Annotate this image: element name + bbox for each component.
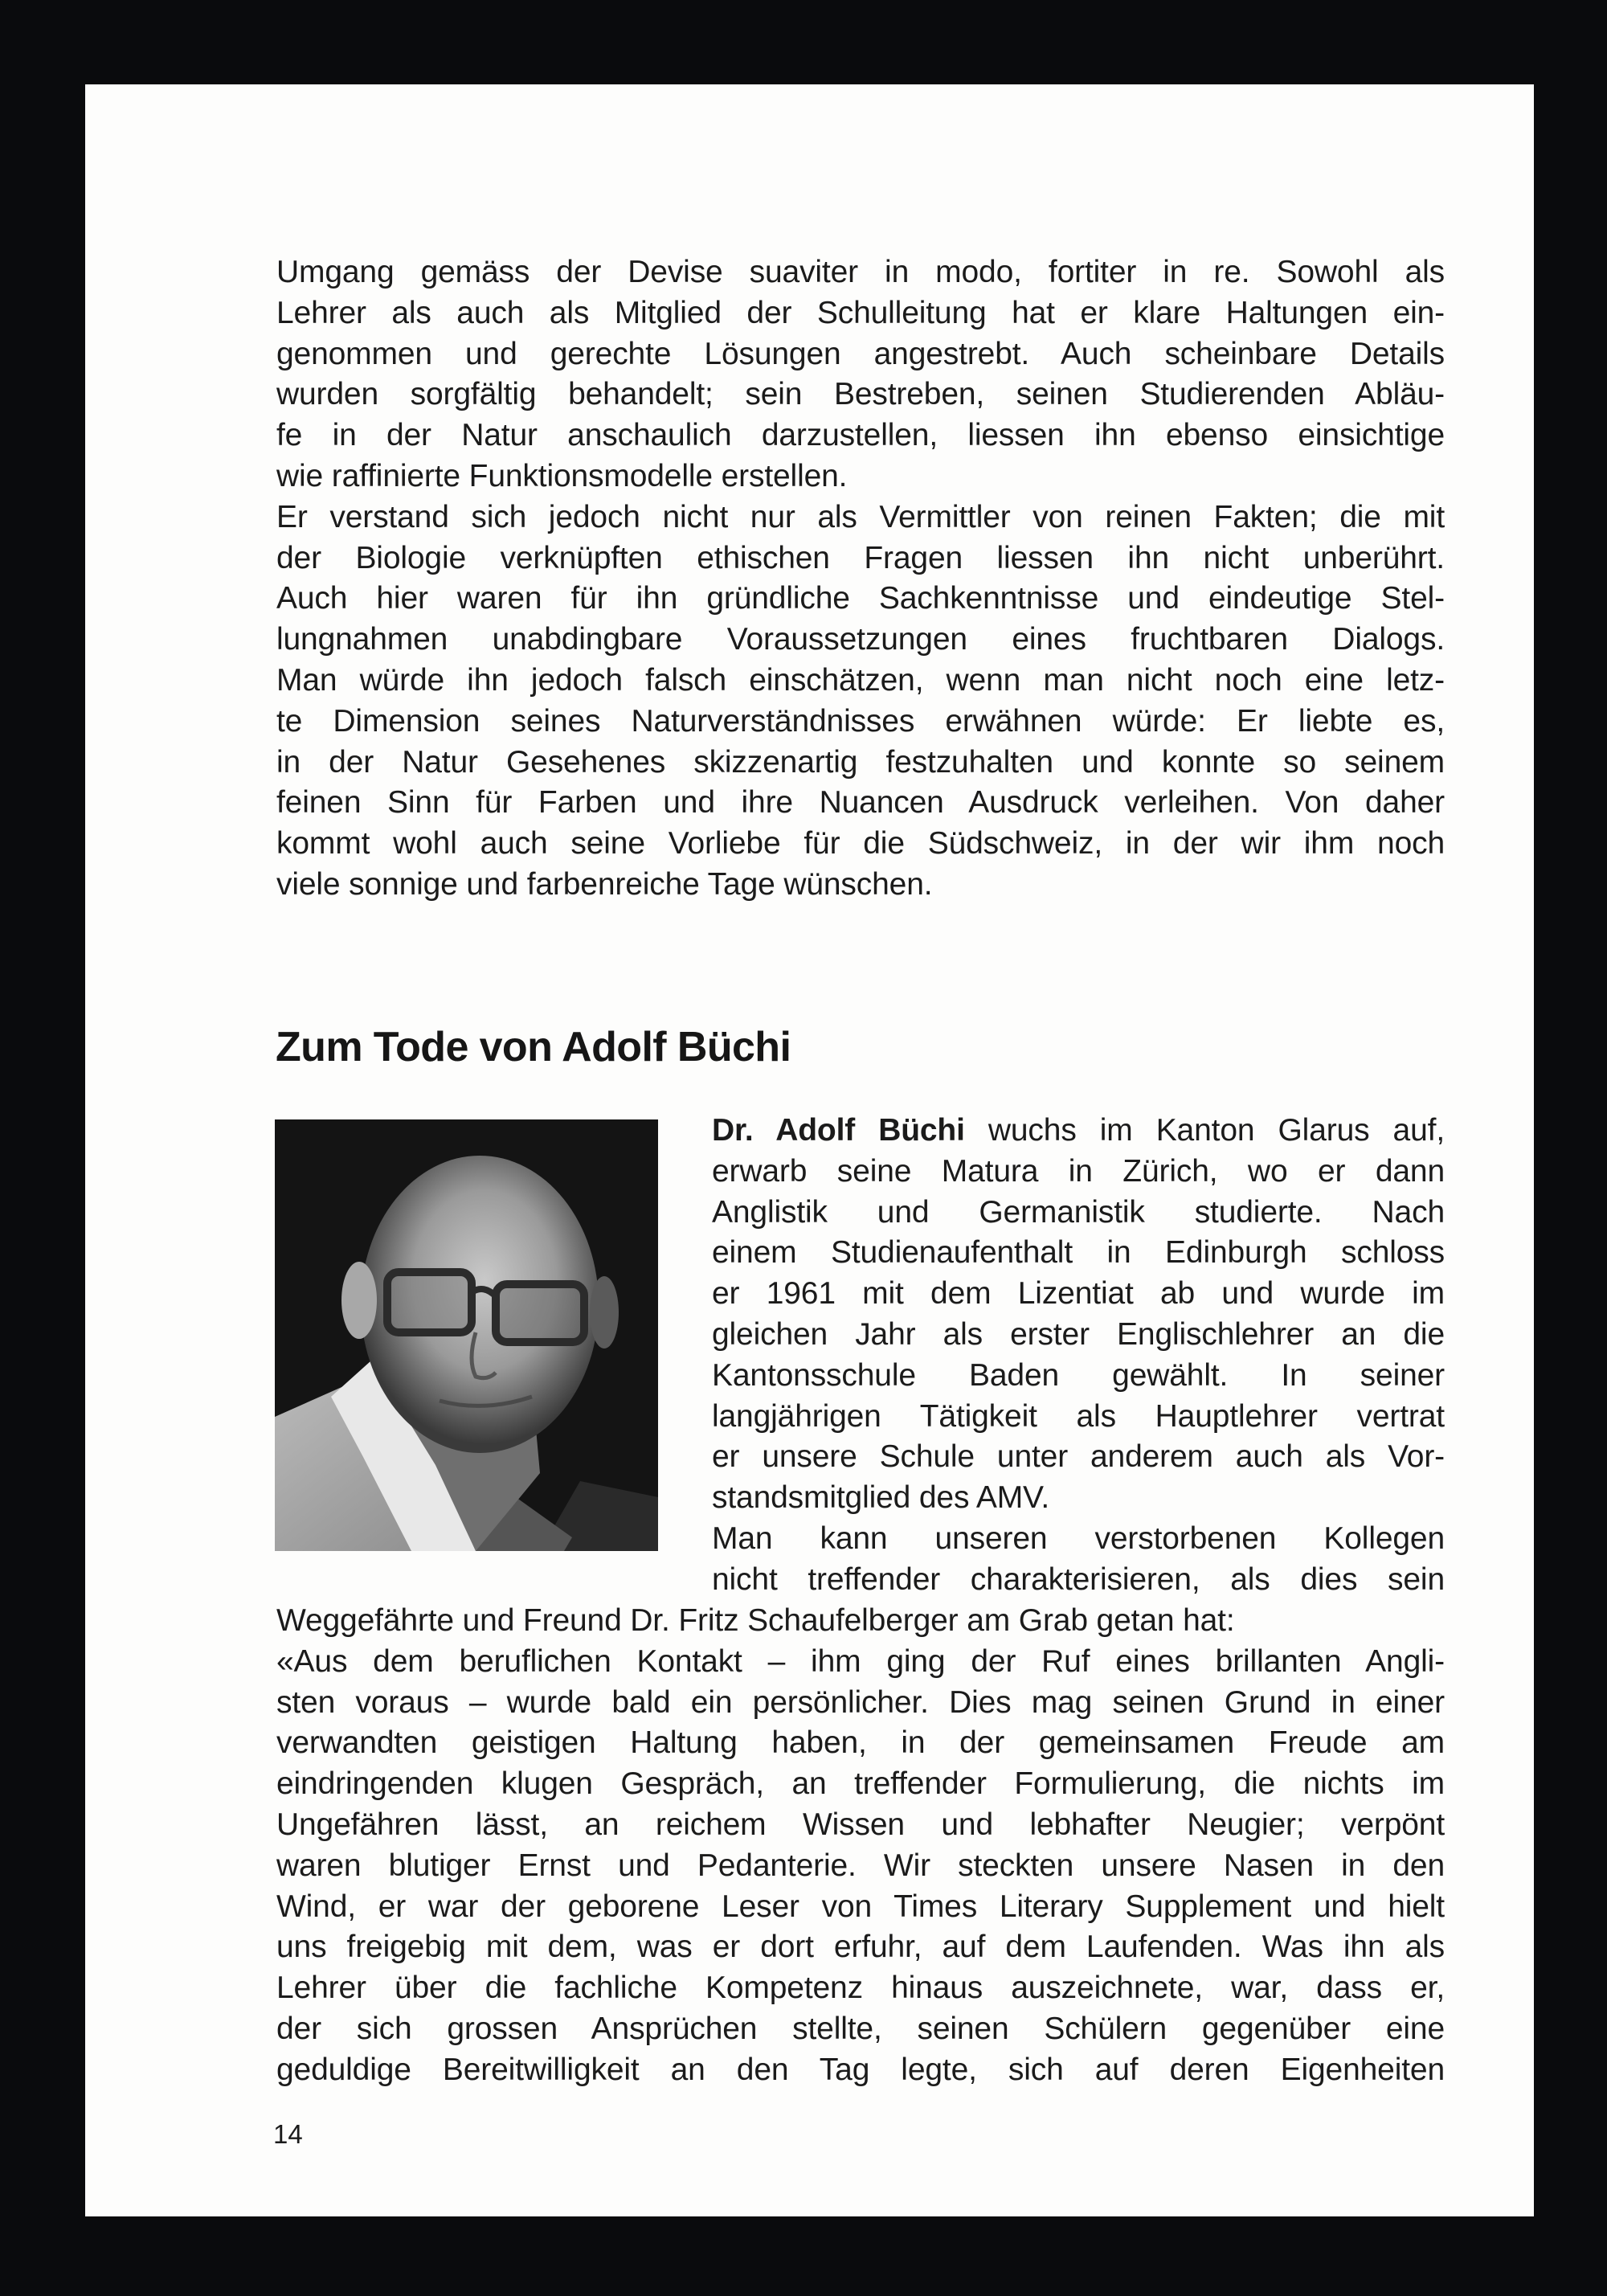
text-line: er 1961 mit dem Lizentiat ab und wurde im (712, 1276, 1445, 1312)
text-line: Lehrer über die fachliche Kompetenz hinaus auszeichnete, war, dass er, (276, 1971, 1445, 2006)
text-line: te Dimension seines Naturverständnisses erwähnen würde: Er liebte es, (276, 703, 1445, 739)
text-line: erwarb seine Matura in Zürich, wo er dann (712, 1153, 1445, 1189)
text-line: eindringenden klugen Gespräch, an treffender Formulierung, die nichts im (276, 1766, 1445, 1802)
text-line: Lehrer als auch als Mitglied der Schulleitung hat er klare Haltungen ein- (276, 295, 1445, 330)
text-line: genommen und gerechte Lösungen angestrebt. Auch scheinbare Details (276, 336, 1445, 371)
text-line: lungnahmen unabdingbare Voraussetzungen eines fruchtbaren Dialogs. (276, 622, 1445, 657)
text-line: «Aus dem beruflichen Kontakt – ihm ging der Ruf eines brillanten Angli- (276, 1643, 1445, 1679)
text-line: geduldige Bereitwilligkeit an den Tag legte, sich auf deren Eigenheiten (276, 2052, 1445, 2087)
text-line: verwandten geistigen Haltung haben, in der gemeinsamen Freude am (276, 1725, 1445, 1761)
text-line: Auch hier waren für ihn gründliche Sachkenntnisse und eindeutige Stel- (276, 581, 1445, 616)
text-line: Man würde ihn jedoch falsch einschätzen, wenn man nicht noch eine letz- (276, 662, 1445, 698)
text-line: standsmitglied des AMV. (712, 1480, 1050, 1516)
text-line: Er verstand sich jedoch nicht nur als Vermittler von reinen Fakten; die mit (276, 499, 1445, 534)
text-line: Man kann unseren verstorbenen Kollegen (712, 1520, 1445, 1556)
text-line: er unsere Schule unter anderem auch als Vor- (712, 1439, 1445, 1475)
obituary-full-width (276, 1601, 1445, 2091)
text-line: viele sonnige und farbenreiche Tage wünschen. (276, 866, 933, 902)
quote-paragraph (276, 1642, 1445, 2091)
section-heading: Zum Tode von Adolf Büchi (276, 1024, 791, 1070)
text-line: einem Studienaufenthalt in Edinburgh schloss (712, 1235, 1445, 1271)
obituary-right-column (712, 1111, 1445, 1601)
text-line: wurden sorgfältig behandelt; sein Bestreben, seinen Studierenden Abläu- (276, 377, 1445, 412)
text-line: nicht treffender charakterisieren, als dies sein (712, 1561, 1445, 1597)
page-number: 14 (273, 2119, 303, 2149)
subject-name: Dr. Adolf Büchi (712, 1113, 965, 1148)
document-page (85, 84, 1534, 2216)
text-line (712, 1111, 1445, 1152)
paragraph (712, 1111, 1445, 1519)
text-line: der Biologie verknüpften ethischen Fragen liessen ihn nicht unberührt. (276, 540, 1445, 575)
text-line: fe in der Natur anschaulich darzustellen, liessen ihn ebenso einsichtige (276, 418, 1445, 453)
text-line: Kantonsschule Baden gewählt. In seiner (712, 1357, 1445, 1393)
portrait-photo (275, 1119, 658, 1551)
text-line: wie raffinierte Funktionsmodelle erstellen. (276, 458, 848, 493)
text-run: wuchs im Kanton Glarus auf, (964, 1113, 1445, 1148)
text-line: der sich grossen Ansprüchen stellte, seinen Schülern gegenüber eine (276, 2011, 1445, 2046)
text-line: Wind, er war der geborene Leser von Times Literary Supplement und hielt (276, 1889, 1445, 1924)
text-line: waren blutiger Ernst und Pedanterie. Wir steckten unsere Nasen in den (276, 1848, 1445, 1883)
text-line: Umgang gemäss der Devise suaviter in modo, fortiter in re. Sowohl als (276, 255, 1445, 289)
text-line: uns freigebig mit dem, was er dort erfuhr, auf dem Laufenden. Was ihn als (276, 1930, 1445, 1965)
text-line: in der Natur Gesehenes skizzenartig festzuhalten und konnte so seinem (276, 744, 1445, 780)
text-line: Anglistik und Germanistik studierte. Nach (712, 1194, 1445, 1230)
text-line: Weggefährte und Freund Dr. Fritz Schaufelberger am Grab getan hat: (276, 1603, 1235, 1638)
article-continuation (276, 252, 1445, 906)
portrait-image-icon (275, 1119, 658, 1551)
text-line: feinen Sinn für Farben und ihre Nuancen Ausdruck verleihen. Von daher (276, 785, 1445, 821)
text-line: langjährigen Tätigkeit als Hauptlehrer vertrat (712, 1398, 1445, 1434)
text-line: kommt wohl auch seine Vorliebe für die Südschweiz, in der wir ihm noch (276, 826, 1445, 862)
paragraph (712, 1519, 1445, 1601)
paragraph (276, 497, 1445, 906)
text-line: Ungefähren lässt, an reichem Wissen und lebhafter Neugier; verpönt (276, 1807, 1445, 1842)
text-line: gleichen Jahr als erster Englischlehrer an die (712, 1316, 1445, 1352)
text-line: sten voraus – wurde bald ein persönlicher. Dies mag seinen Grund in einer (276, 1684, 1445, 1720)
paragraph (276, 252, 1445, 497)
